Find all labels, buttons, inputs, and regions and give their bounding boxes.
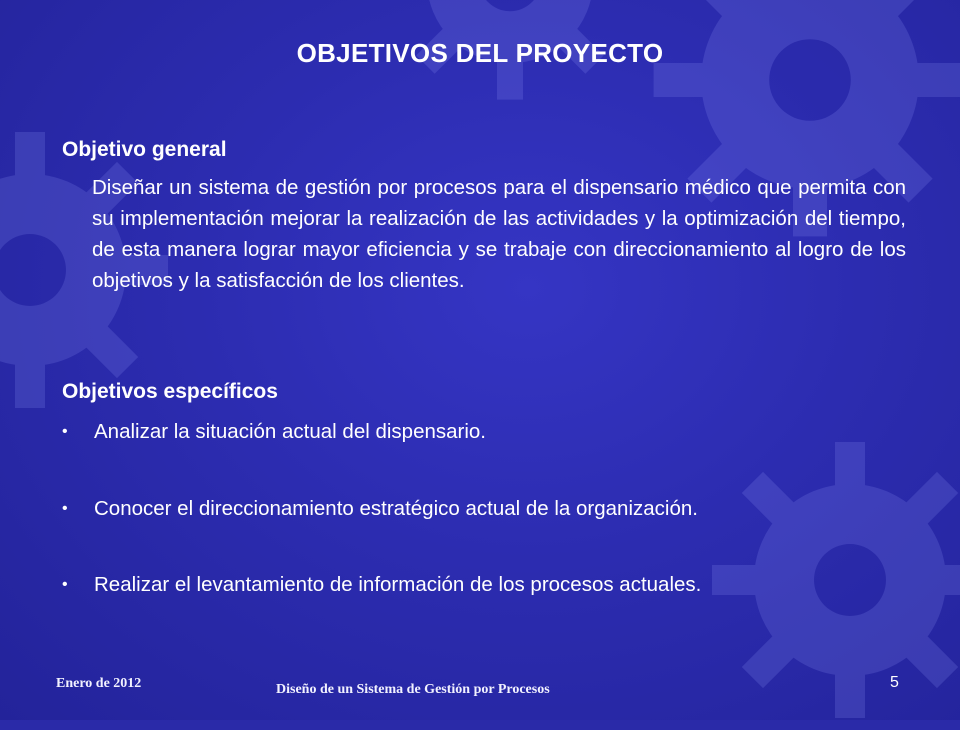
list-item-text: Conocer el direccionamiento estratégico actual de la organización.: [94, 497, 698, 520]
list-item-text: Analizar la situación actual del dispensario.: [94, 420, 487, 443]
specific-objectives-heading: Objetivos específicos: [62, 380, 278, 403]
list-item: [62, 573, 922, 597]
list-item: [62, 497, 922, 521]
general-objective-heading: Objetivo general: [62, 138, 227, 161]
footer-date: Enero de 2012: [56, 676, 142, 691]
slide-title: OBJETIVOS DEL PROYECTO: [296, 38, 664, 68]
bullet-dot-icon: •: [62, 500, 68, 517]
page-number: 5: [890, 674, 899, 691]
footer-title: Diseño de un Sistema de Gestión por Procesos: [276, 682, 550, 697]
list-item: [62, 420, 922, 444]
bullet-dot-icon: •: [62, 423, 68, 440]
list-item-text: Realizar el levantamiento de información de los procesos actuales.: [94, 573, 702, 596]
bullet-dot-icon: •: [62, 576, 68, 593]
general-objective-text: Diseñar un sistema de gestión por procesos para el dispensario médico que permita con su implementación mejorar la realización de las actividades y la optimización del tiempo, de esta manera lograr mayor eficiencia y se trabaje con direccionamiento al logro de los objetivos y la satisfacción de los clientes.: [92, 176, 906, 292]
